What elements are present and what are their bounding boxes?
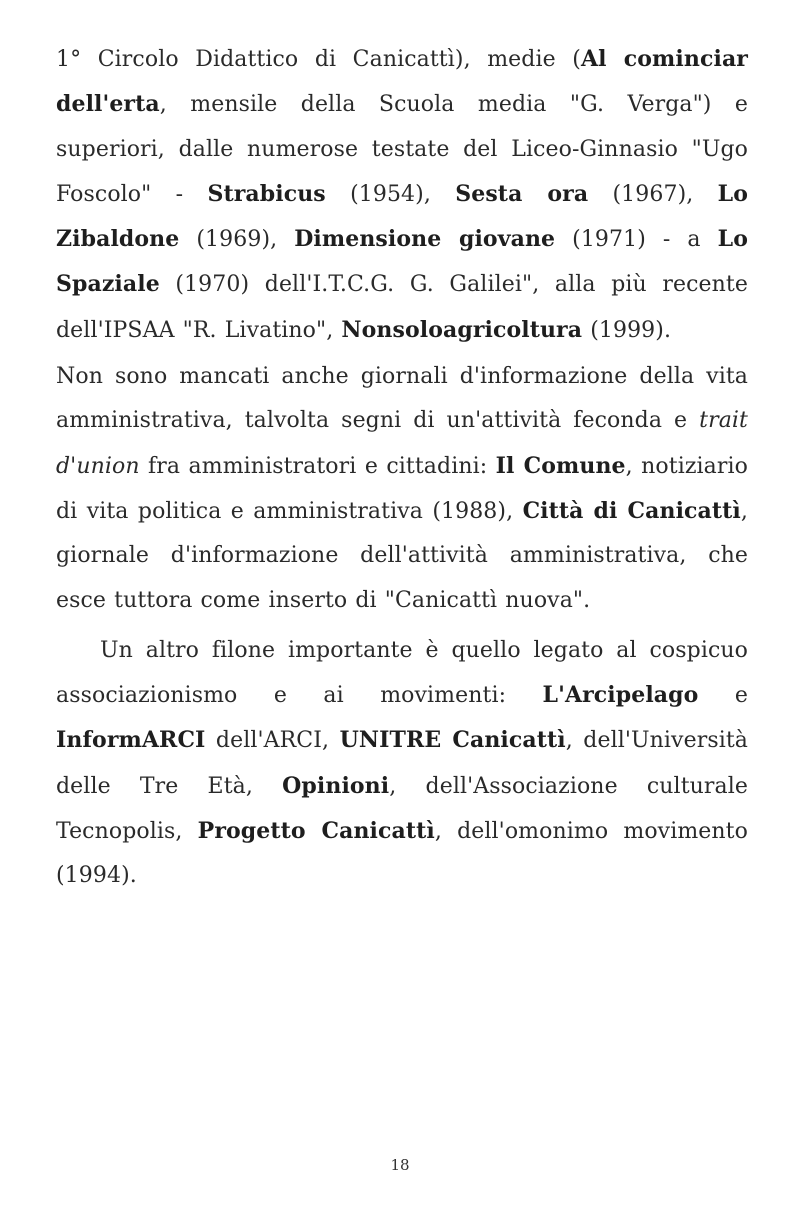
bold-title: InformARCI <box>56 727 206 754</box>
text-run: , dell'omonimo movimento (1994). <box>56 819 748 889</box>
paragraph-administrative-newspapers <box>56 355 748 623</box>
text-run: Non sono mancati anche giornali d'informazione della vita amministrativa, talvolta segni di un'attività feconda e <box>56 364 748 434</box>
text-run: (1971) - a <box>555 227 718 253</box>
bold-title: Lo Spaziale <box>56 226 748 298</box>
bold-title: UNITRE Canicattì <box>339 727 566 754</box>
bold-title: Progetto Canicattì <box>197 818 435 845</box>
bold-title: Il Comune <box>495 452 626 479</box>
page-body <box>56 37 748 899</box>
paragraph-school-newspapers <box>56 37 748 353</box>
text-run: dell'ARCI, <box>205 728 340 754</box>
text-run: , dell'Università delle Tre Età, <box>56 728 749 799</box>
text-run: (1954), <box>325 181 456 207</box>
bold-title: Città di Canicattì <box>522 497 741 524</box>
bold-title: Al cominciar dell'erta <box>56 46 748 118</box>
text-run: (1999). <box>582 317 672 343</box>
bold-title: Dimensione giovane <box>294 226 556 253</box>
bold-title: Nonsoloagricoltura <box>341 316 583 343</box>
text-run: Un altro filone importante è quello legato al cospicuo associazionismo e ai movimenti: <box>56 637 748 709</box>
text-run: e <box>698 683 748 709</box>
paragraph-association-newspapers <box>56 629 748 899</box>
bold-title: Opinioni <box>282 772 390 799</box>
text-run: , giornale d'informazione dell'attività amministrativa, che esce tuttora come inserto di "Canicattì nuova". <box>56 498 748 613</box>
bold-title: Lo Zibaldone <box>56 180 748 253</box>
text-run: (1967), <box>588 181 718 207</box>
text-run: fra amministratori e cittadini: <box>139 453 496 479</box>
text-run: , mensile della Scuola media "G. Verga") e superiori, dalle numerose testate del Liceo-Ginnasio "Ugo Foscolo" - <box>56 92 748 207</box>
text-run: , notiziario di vita politica e amministrativa (1988), <box>56 453 748 524</box>
bold-title: Strabicus <box>207 180 326 207</box>
page-number: 18 <box>390 1156 410 1174</box>
bold-title: Sesta ora <box>455 180 589 207</box>
italic-phrase: trait d'union <box>56 408 748 479</box>
bold-title: L'Arcipelago <box>542 682 699 709</box>
text-run: 1° Circolo Didattico di Canicattì), medie ( <box>56 47 581 72</box>
text-run: , dell'Associazione culturale Tecnopolis, <box>56 773 748 845</box>
text-run: (1970) dell'I.T.C.G. G. Galilei", alla più recente dell'IPSAA "R. Livatino", <box>56 272 748 343</box>
text-run: (1969), <box>179 227 295 253</box>
